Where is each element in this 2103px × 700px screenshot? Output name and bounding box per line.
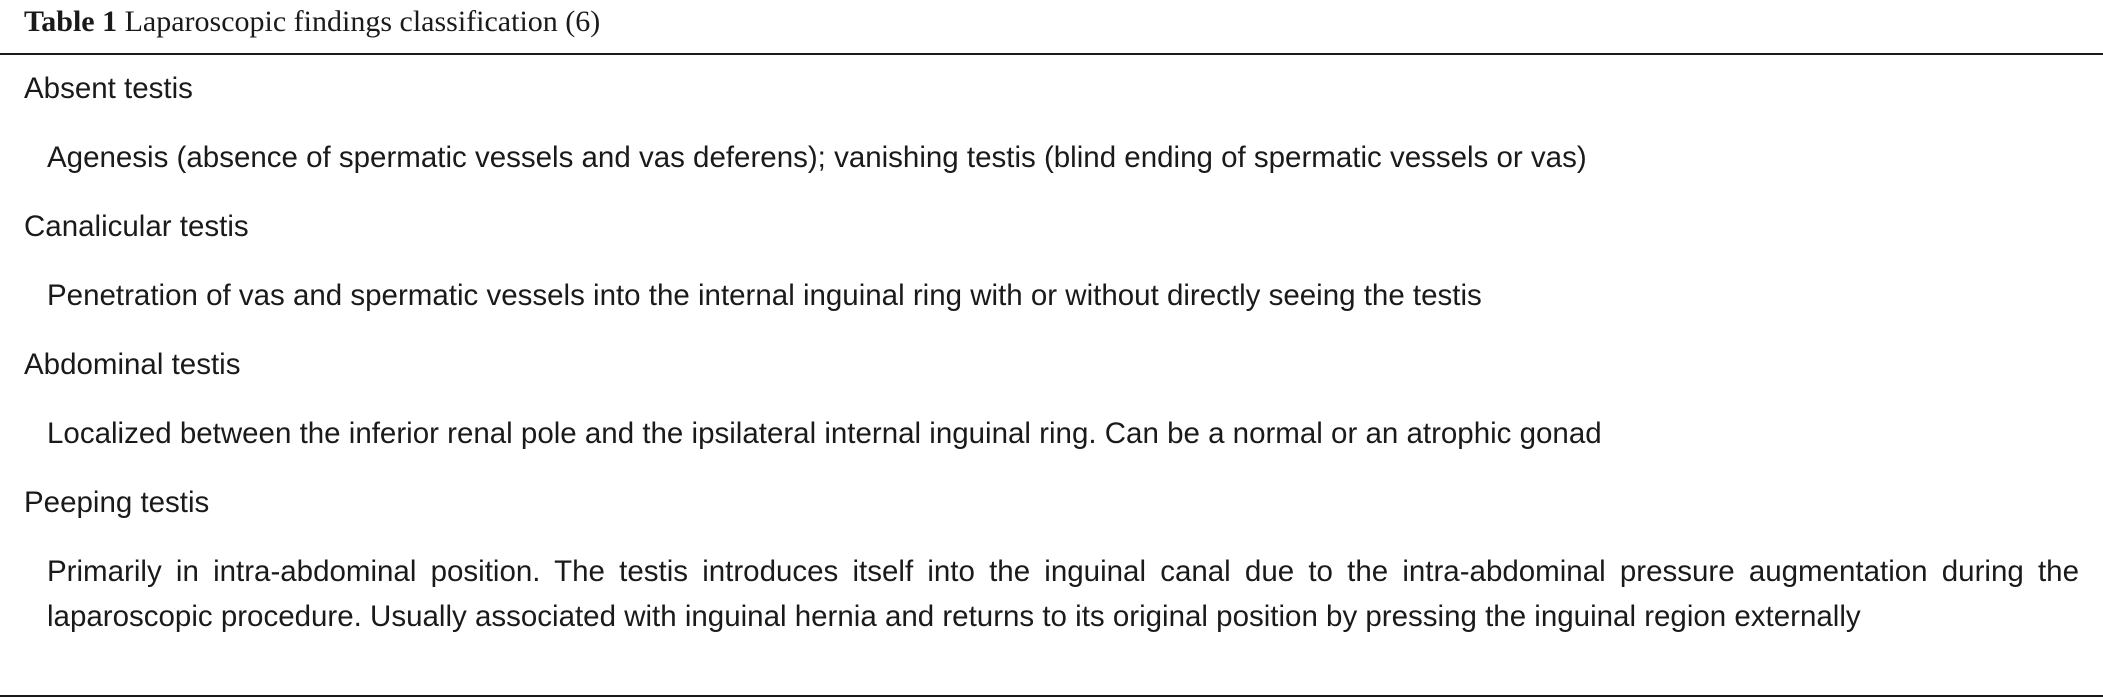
bottom-rule xyxy=(0,695,2103,697)
table-title: Laparoscopic findings classification (6) xyxy=(124,5,601,38)
description-canalicular-testis: Penetration of vas and spermatic vessels into the internal inguinal ring with or without directly seeing the testis xyxy=(47,279,1482,312)
description-absent-testis: Agenesis (absence of spermatic vessels and vas deferens); vanishing testis (blind ending of spermatic vessels or vas) xyxy=(47,141,1587,174)
description-peeping-testis: Primarily in intra-abdominal position. The testis introduces itself into the inguinal canal due to the intra-abdominal pressure augmentation during the laparoscopic procedure. Usually associated with inguinal hernia and returns to its original position by pressing the inguinal region externally xyxy=(47,555,2079,633)
category-abdominal-testis: Abdominal testis xyxy=(24,348,241,381)
category-absent-testis: Absent testis xyxy=(24,72,193,105)
table-caption xyxy=(24,2,600,42)
category-canalicular-testis: Canalicular testis xyxy=(24,210,249,243)
category-peeping-testis: Peeping testis xyxy=(24,486,210,519)
description-abdominal-testis: Localized between the inferior renal pole and the ipsilateral internal inguinal ring. Can be a normal or an atrophic gonad xyxy=(47,417,1602,450)
classification-table xyxy=(0,55,2103,641)
table-number: Table 1 xyxy=(24,5,118,38)
